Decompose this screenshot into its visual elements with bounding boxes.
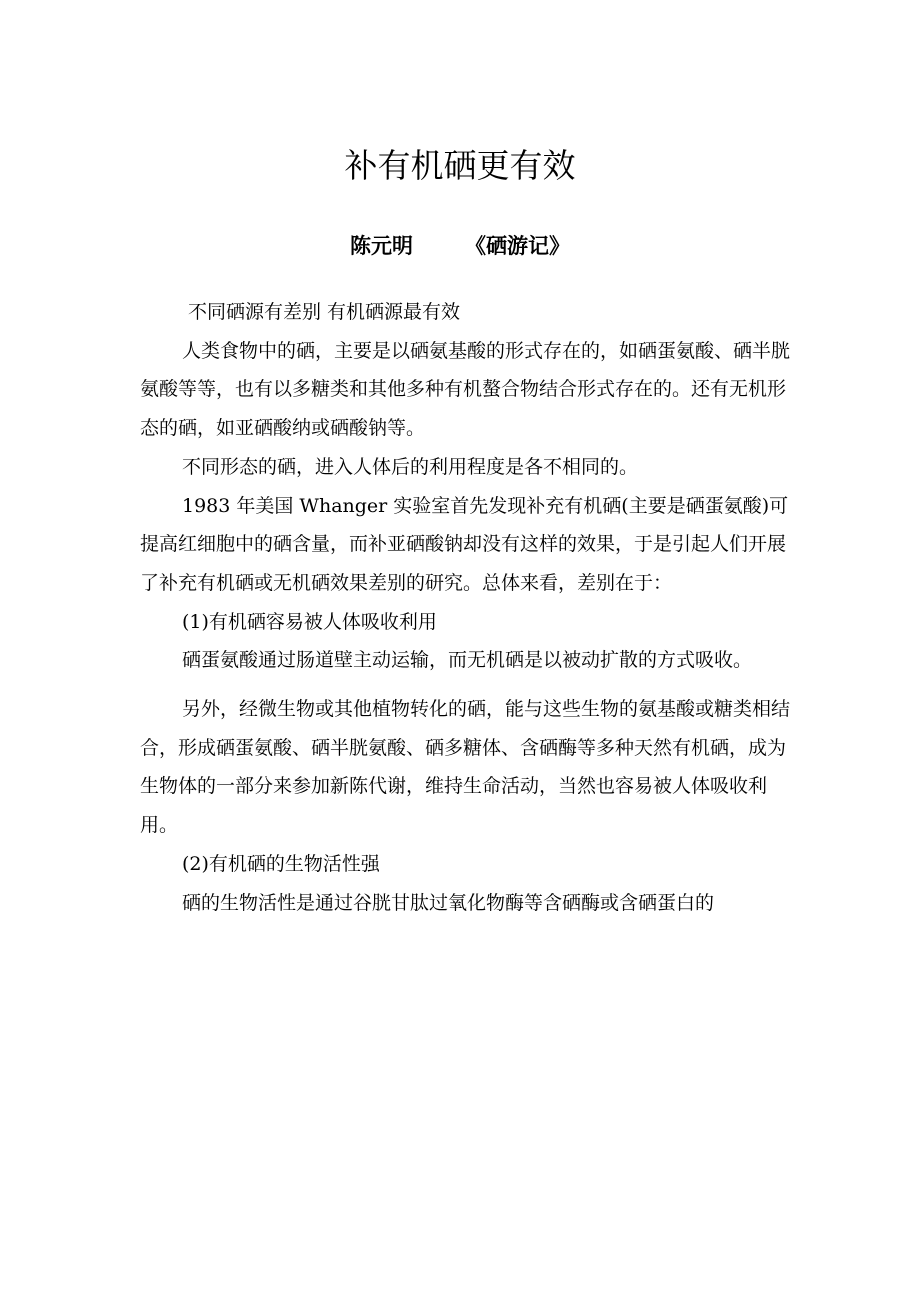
document-title: 补有机硒更有效 xyxy=(344,146,576,185)
section-heading: 不同硒源有差别 有机硒源最有效 xyxy=(188,301,461,323)
subheading: (2)有机硒的生物活性强 xyxy=(182,852,380,875)
paragraph: 硒的生物活性是通过谷胱甘肽过氧化物酶等含硒酶或含硒蛋白的 xyxy=(182,891,715,914)
source-title: 《硒游记》 xyxy=(465,234,570,258)
paragraph: 1983 年美国 Whanger 实验室首先发现补充有机硒(主要是硒蛋氨酸)可提高红细胞中的硒含量，而补亚硒酸钠却没有这样的效果，于是引起人们开展了补充有机硒或无机硒效果差别的研究。总体来看，差别在于： xyxy=(140,494,789,594)
paragraph: 另外，经微生物或其他植物转化的硒，能与这些生物的氨基酸或糖类相结合，形成硒蛋氨酸、硒半胱氨酸、硒多糖体、含硒酶等多种天然有机硒，成为生物体的一部分来参加新陈代谢，维持生命活动，当然也容易被人体吸收利用。 xyxy=(140,698,791,837)
byline xyxy=(0,229,920,263)
document-body xyxy=(140,293,800,922)
paragraph: 不同形态的硒，进入人体后的利用程度是各不相同的。 xyxy=(182,455,639,478)
author-name: 陈元明 xyxy=(350,234,413,258)
paragraph: 人类食物中的硒，主要是以硒氨基酸的形式存在的，如硒蛋氨酸、硒半胱氨酸等等，也有以多糖类和其他多种有机螯合物结合形式存在的。还有无机形态的硒，如亚硒酸纳或硒酸钠等。 xyxy=(140,339,791,440)
subheading: (1)有机硒容易被人体吸收利用 xyxy=(182,610,437,633)
paragraph: 硒蛋氨酸通过肠道壁主动运输，而无机硒是以被动扩散的方式吸收。 xyxy=(182,649,753,672)
